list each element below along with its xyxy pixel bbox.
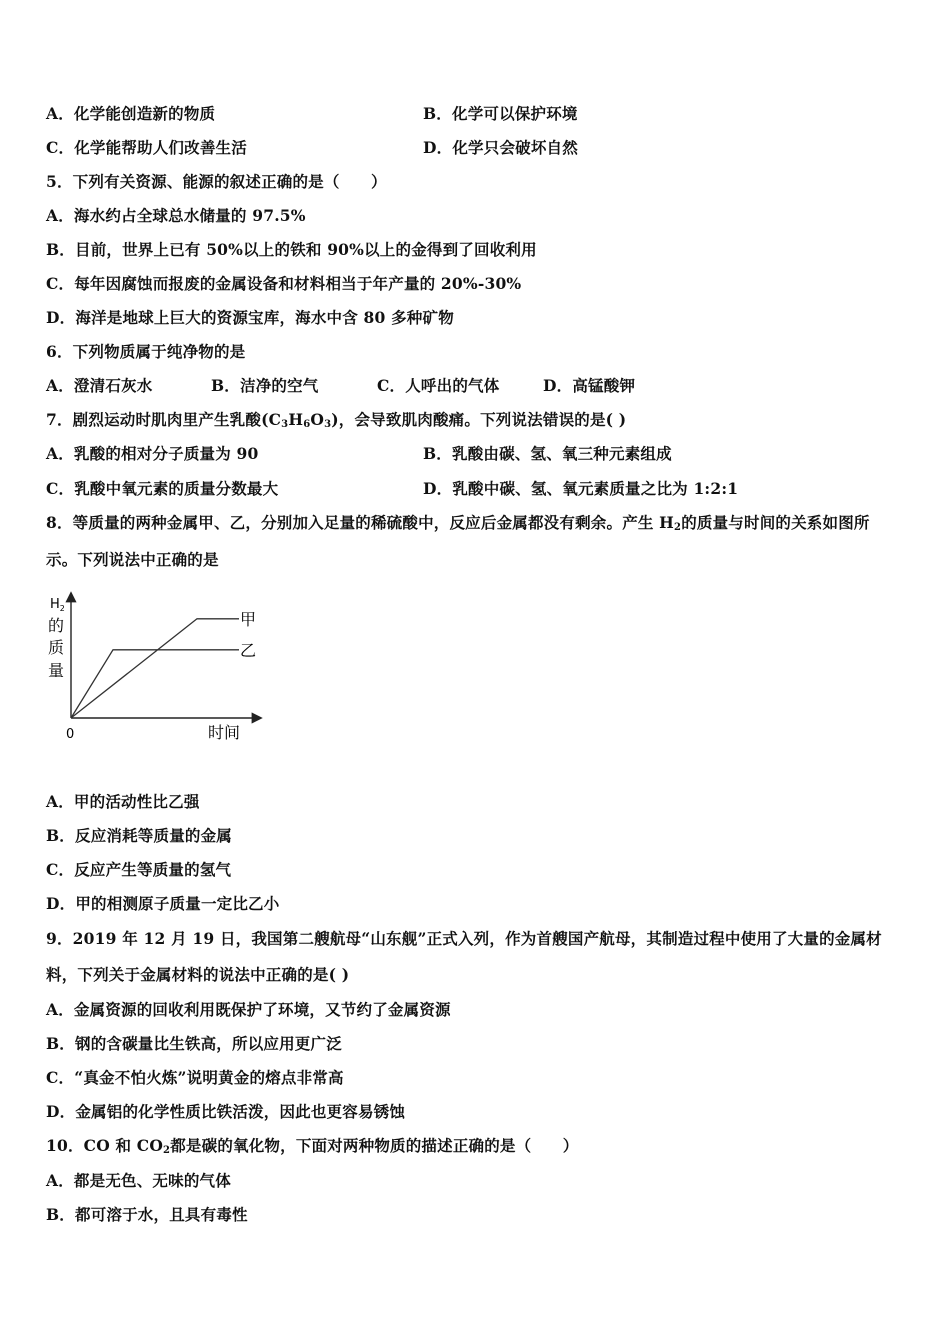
q9-stem: 9．2019 年 12 月 19 日，我国第二艘航母“山东舰”正式入列，作为首艘国产航母，其制造过程中使用了大量的金属材 <box>46 929 882 948</box>
q10-stem-pre: 10．CO 和 CO <box>46 1136 164 1155</box>
q10-sub: 2 <box>163 1145 171 1156</box>
q10-stem-post: 都是碳的氧化物，下面对两种物质的描述正确的是（ ） <box>170 1136 579 1155</box>
series-label-甲: 甲 <box>240 609 257 629</box>
q7-stem <box>46 408 626 430</box>
q8-option-d: D．甲的相测原子质量一定比乙小 <box>46 894 280 913</box>
y-label-char-2: 质 <box>48 638 65 657</box>
q9-option-d: D．金属铝的化学性质比铁活泼，因此也更容易锈蚀 <box>46 1102 406 1121</box>
series-label-乙: 乙 <box>240 640 257 660</box>
series-line-甲 <box>71 619 239 718</box>
q7-option-d: D．乳酸中碳、氢、氧元素质量之比为 1:2:1 <box>423 479 739 498</box>
q5-option-b: B．目前，世界上已有 50%以上的铁和 90%以上的金得到了回收利用 <box>46 240 537 259</box>
q4-option-row-1 <box>46 102 578 124</box>
q9-option-b: B．钢的含碳量比生铁高，所以应用更广泛 <box>46 1034 342 1053</box>
q8-stem-post: 的质量与时间的关系如图所 <box>681 513 870 532</box>
y-label-h: $H_2$ <box>50 597 65 613</box>
q4-option-a: A．化学能创造新的物质 <box>46 104 216 123</box>
q10-option-a: A．都是无色、无味的气体 <box>46 1171 231 1190</box>
q9-option-a: A．金属资源的回收利用既保护了环境，又节约了金属资源 <box>46 1000 451 1019</box>
q7-option-c: C．乳酸中氧元素的质量分数最大 <box>46 479 279 498</box>
q8-option-a: A．甲的活动性比乙强 <box>46 792 200 811</box>
q5-option-a: A．海水约占全球总水储量的 97.5% <box>46 206 306 225</box>
q4-option-b: B．化学可以保护环境 <box>423 104 578 123</box>
q7-option-row-1 <box>46 442 672 464</box>
q8-stem-pre: 8．等质量的两种金属甲、乙，分别加入足量的稀硫酸中，反应后金属都没有剩余。产生 H <box>46 513 675 532</box>
q7-option-b: B．乳酸由碳、氢、氧三种元素组成 <box>423 444 672 463</box>
q7-sub-h: 6 <box>303 419 311 430</box>
q6-options <box>46 374 636 396</box>
q7-sub-o: 3 <box>324 419 332 430</box>
q7-sub-c: 3 <box>281 419 289 430</box>
q10-option-b: B．都可溶于水，且具有毒性 <box>46 1205 248 1224</box>
q7-stem-pre: 7．剧烈运动时肌肉里产生乳酸(C <box>46 410 282 429</box>
q7-h: H <box>288 410 304 429</box>
q8-stem-line-2: 示。下列说法中正确的是 <box>46 550 219 569</box>
q8-sub: 2 <box>674 522 682 533</box>
q8-option-c: C．反应产生等质量的氢气 <box>46 860 232 879</box>
y-label-char-3: 量 <box>48 661 65 680</box>
q7-option-row-2 <box>46 477 739 499</box>
y-label-char-1: 的 <box>48 616 65 635</box>
q6-option-b: B．洁净的空气 <box>211 376 319 395</box>
q6-option-a: A．澄清石灰水 <box>46 376 153 395</box>
q9-option-c: C．“真金不怕火炼”说明黄金的熔点非常高 <box>46 1068 344 1087</box>
q6-option-c: C．人呼出的气体 <box>377 376 500 395</box>
q9-stem-line-2: 料，下列关于金属材料的说法中正确的是( ) <box>46 965 350 984</box>
q8-stem <box>46 511 870 533</box>
q5-option-d: D．海洋是地球上巨大的资源宝库，海水中含 80 多种矿物 <box>46 308 454 327</box>
q4-option-row-2 <box>46 136 578 158</box>
q6-option-d: D．高锰酸钾 <box>543 376 636 395</box>
series-line-乙 <box>71 650 239 718</box>
q7-stem-post: )，会导致肌肉酸痛。下列说法错误的是( ) <box>331 410 627 429</box>
q10-stem <box>46 1134 578 1156</box>
q4-option-d: D．化学只会破坏自然 <box>423 138 578 157</box>
q6-stem: 6．下列物质属于纯净物的是 <box>46 342 246 361</box>
x-axis-label: 时间 <box>208 723 241 742</box>
origin-label: 0 <box>66 727 75 742</box>
q5-option-c: C．每年因腐蚀而报废的金属设备和材料相当于年产量的 20%-30% <box>46 274 522 293</box>
q8-option-b: B．反应消耗等质量的金属 <box>46 826 233 845</box>
q8-chart <box>44 590 274 750</box>
q5-stem: 5．下列有关资源、能源的叙述正确的是（ ） <box>46 172 387 191</box>
q7-o: O <box>310 410 325 429</box>
q7-option-a: A．乳酸的相对分子质量为 90 <box>46 444 259 463</box>
q4-option-c: C．化学能帮助人们改善生活 <box>46 138 247 157</box>
